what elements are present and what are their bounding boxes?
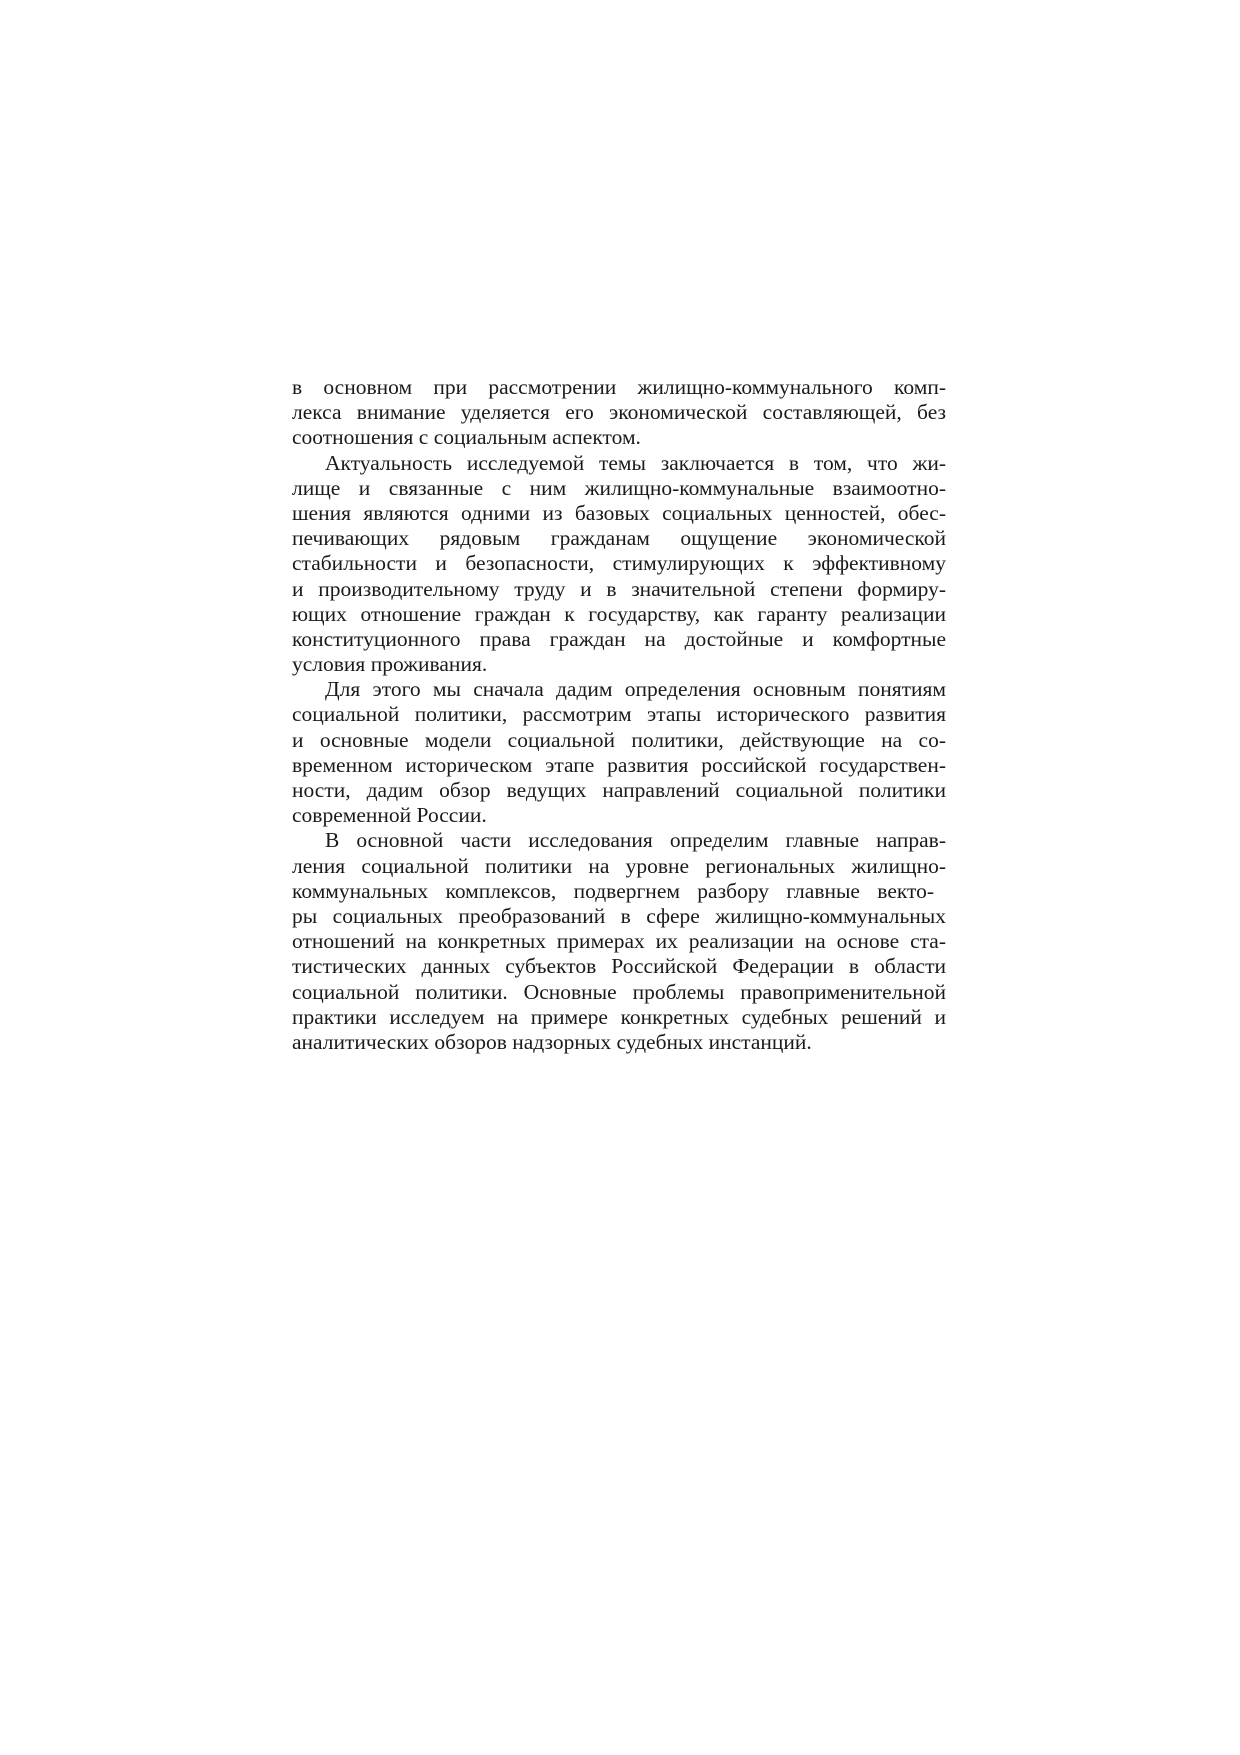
text-line: ности, дадим обзор ведущих направлений социальной политики xyxy=(292,778,946,802)
paragraph-4 xyxy=(292,828,946,1055)
text-line: в основном при рассмотрении жилищно-коммунального комп- xyxy=(292,375,946,399)
paragraph-2 xyxy=(292,451,946,678)
text-line: печивающих рядовым гражданам ощущение экономической xyxy=(292,526,946,551)
paragraph-1 xyxy=(292,375,946,451)
text-line: ры социальных преобразований в сфере жилищно-коммунальных xyxy=(292,903,946,928)
text-line: В основной части исследования определим главные направ- xyxy=(325,828,946,853)
text-line: шения являются одними из базовых социальных ценностей, обес- xyxy=(292,500,946,525)
body-text xyxy=(292,375,946,1055)
text-line: тистических данных субъектов Российской Федерации в области xyxy=(292,954,946,979)
text-line: лекса внимание уделяется его экономической составляющей, без xyxy=(292,400,946,425)
text-line: современной России. xyxy=(292,803,487,828)
text-line: коммунальных комплексов, подвергнем разбору главные векто- xyxy=(292,878,935,903)
text-line: аналитических обзоров надзорных судебных инстанций. xyxy=(292,1029,812,1054)
text-line: ющих отношение граждан к государству, как гаранту реализации xyxy=(292,601,946,626)
text-line: и основные модели социальной политики, действующие на со- xyxy=(292,727,946,752)
paragraph-3 xyxy=(292,677,946,828)
text-line: и производительному труду и в значительной степени формиру- xyxy=(292,576,946,601)
text-line: конституционного права граждан на достойные и комфортные xyxy=(292,626,946,651)
text-line: социальной политики, рассмотрим этапы исторического развития xyxy=(292,702,946,727)
text-line: соотношения с социальным аспектом. xyxy=(292,425,641,450)
text-line: социальной политики. Основные проблемы правоприменительной xyxy=(292,979,946,1004)
text-line: Актуальность исследуемой темы заключается в том, что жи- xyxy=(325,450,946,475)
text-line: Для этого мы сначала дадим определения основным понятиям xyxy=(325,677,946,702)
text-line: лище и связанные с ним жилищно-коммунальные взаимоотно- xyxy=(292,475,946,500)
text-line: стабильности и безопасности, стимулирующих к эффективному xyxy=(292,551,946,576)
text-line: условия проживания. xyxy=(292,652,488,677)
text-line: временном историческом этапе развития российской государствен- xyxy=(292,752,946,777)
text-line: практики исследуем на примере конкретных судебных решений и xyxy=(292,1004,946,1029)
text-line: ления социальной политики на уровне региональных жилищно- xyxy=(292,853,946,878)
text-line: отношений на конкретных примерах их реализации на основе ста- xyxy=(292,929,946,954)
